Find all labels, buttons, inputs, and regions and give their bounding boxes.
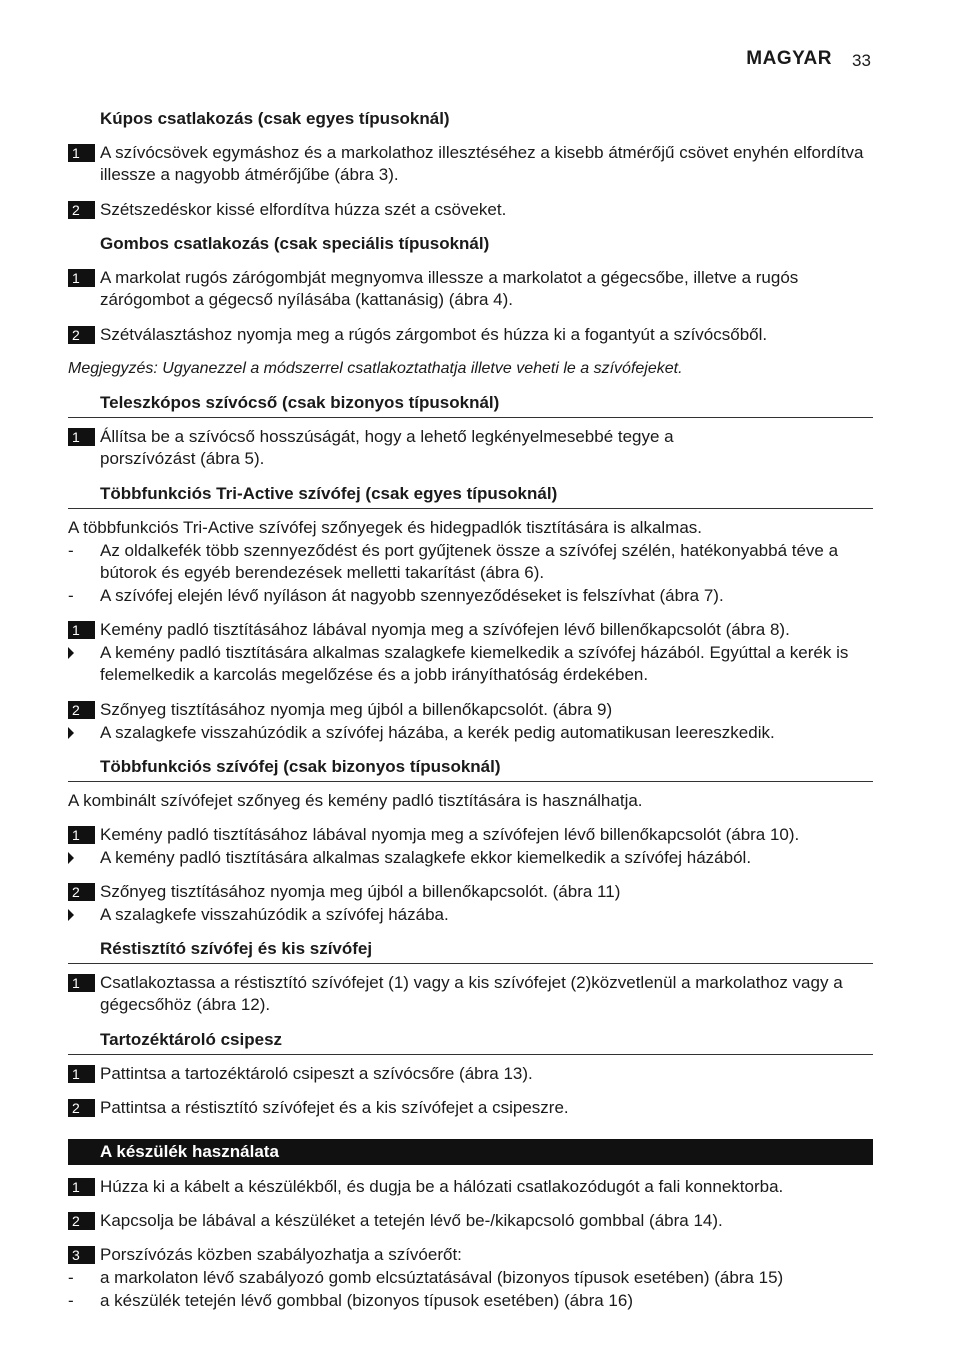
step-item bbox=[68, 1176, 873, 1198]
section-title bbox=[68, 1139, 873, 1165]
step-text: Pattintsa a réstisztító szívófejet és a kis szívófejet a csipeszre. bbox=[100, 1098, 569, 1117]
section-heading: Teleszkópos szívócső (csak bizonyos típusoknál) bbox=[68, 392, 873, 418]
step-number: 1 bbox=[68, 826, 95, 844]
result-text: A kemény padló tisztítására alkalmas szalagkefe ekkor kiemelkedik a szívófej házából. bbox=[100, 848, 752, 867]
step-item bbox=[68, 324, 873, 346]
section-title bbox=[68, 1029, 873, 1055]
step-item bbox=[68, 881, 873, 903]
result-arrow-icon bbox=[68, 647, 74, 659]
dash-item bbox=[68, 1267, 873, 1289]
dash-mark: - bbox=[68, 1268, 74, 1287]
step-item bbox=[68, 1244, 873, 1266]
step-number: 1 bbox=[68, 269, 95, 287]
step-text: Szétválasztáshoz nyomja meg a rúgós zárgombot és húzza ki a fogantyút a szívócsőből. bbox=[100, 325, 768, 344]
result-item bbox=[68, 642, 873, 686]
dash-item bbox=[68, 540, 873, 584]
result-item bbox=[68, 722, 873, 744]
language-header: MAGYAR bbox=[746, 48, 832, 69]
step-item bbox=[68, 972, 873, 1016]
section-title bbox=[68, 392, 873, 418]
section-heading: Réstisztító szívófej és kis szívófej bbox=[68, 938, 873, 964]
step-item bbox=[68, 142, 873, 186]
step-text: Pattintsa a tartozéktároló csipeszt a szívócsőre (ábra 13). bbox=[100, 1064, 533, 1083]
step-number: 2 bbox=[68, 701, 95, 719]
step-text: Húzza ki a kábelt a készülékből, és dugja be a hálózati csatlakozódugót a fali konnektorba. bbox=[100, 1177, 784, 1196]
result-item bbox=[68, 847, 873, 869]
step-item bbox=[68, 426, 873, 470]
result-text: A szalagkefe visszahúzódik a szívófej házába. bbox=[100, 905, 449, 924]
result-text: A kemény padló tisztítására alkalmas szalagkefe kiemelkedik a szívófej házából. Egyúttal a kerék is felemelkedik a karcolás megelőzése és a jobb irányíthatóság érdekében. bbox=[100, 643, 849, 684]
section-title bbox=[68, 108, 873, 130]
step-text: Szétszedéskor kissé elfordítva húzza szét a csöveket. bbox=[100, 200, 507, 219]
step-number: 1 bbox=[68, 621, 95, 639]
step-item bbox=[68, 824, 873, 846]
step-text: Csatlakoztassa a réstisztító szívófejet (1) vagy a kis szívófejet (2)közvetlenül a markolathoz vagy a gégecsőhöz (ábra 12). bbox=[100, 973, 843, 1014]
step-item bbox=[68, 1097, 873, 1119]
step-text: A markolat rugós zárógombját megnyomva illessze a markolatot a gégecsőbe, illetve a rugós zárógombot a gégecső nyílásába (kattanásig) (ábra 4). bbox=[100, 268, 799, 309]
chapter-heading: A készülék használata bbox=[68, 1139, 873, 1165]
step-item bbox=[68, 699, 873, 721]
section-title bbox=[68, 938, 873, 964]
step-text: A szívócsövek egymáshoz és a markolathoz illesztéséhez a kisebb átmérőjű csövet enyhén elfordítva illessze a nagyobb átmérőjűbe (ábra 3). bbox=[100, 143, 864, 184]
intro-text: A többfunkciós Tri-Active szívófej szőnyegek és hidegpadlók tisztítására is alkalmas. bbox=[68, 518, 703, 537]
section-title bbox=[68, 756, 873, 782]
section-heading: Gombos csatlakozás (csak speciális típusoknál) bbox=[100, 234, 490, 253]
dash-item bbox=[68, 585, 873, 607]
result-arrow-icon bbox=[68, 909, 74, 921]
step-text: Porszívózás közben szabályozhatja a szívóerőt: bbox=[100, 1245, 462, 1264]
step-number: 2 bbox=[68, 326, 95, 344]
step-number: 2 bbox=[68, 201, 95, 219]
dash-text: Az oldalkefék több szennyeződést és port gyűjtenek össze a szívófej szélén, hatékonyabbá téve a bútorok és egyéb berendezések melletti takarítást (ábra 6). bbox=[100, 541, 839, 582]
step-number: 1 bbox=[68, 428, 95, 446]
step-number: 1 bbox=[68, 1178, 95, 1196]
step-item bbox=[68, 1210, 873, 1232]
section-heading: Kúpos csatlakozás (csak egyes típusoknál) bbox=[100, 109, 450, 128]
step-text: Kapcsolja be lábával a készüléket a tetején lévő be-/kikapcsoló gombbal (ábra 14). bbox=[100, 1211, 723, 1230]
step-number: 2 bbox=[68, 883, 95, 901]
intro-text: A kombinált szívófejet szőnyeg és kemény padló tisztítására is használhatja. bbox=[68, 791, 643, 810]
note-text: Megjegyzés: Ugyanezzel a módszerrel csatlakoztathatja illetve veheti le a szívófejeket. bbox=[68, 360, 683, 377]
step-text: Szőnyeg tisztításához nyomja meg újból a billenőkapcsolót. (ábra 9) bbox=[100, 700, 613, 719]
step-item bbox=[68, 1063, 873, 1085]
result-arrow-icon bbox=[68, 852, 74, 864]
step-number: 3 bbox=[68, 1246, 95, 1264]
step-text: Állítsa be a szívócső hosszúságát, hogy a lehető legkényelmesebbé tegye a porszívózást (ábra 5). bbox=[100, 427, 674, 468]
step-number: 2 bbox=[68, 1212, 95, 1230]
step-text: Szőnyeg tisztításához nyomja meg újból a billenőkapcsolót. (ábra 11) bbox=[100, 882, 621, 901]
dash-text: a markolaton lévő szabályozó gomb elcsúztatásával (bizonyos típusok esetében) (ábra 15) bbox=[100, 1268, 784, 1287]
step-item bbox=[68, 199, 873, 221]
step-text: Kemény padló tisztításához lábával nyomja meg a szívófejen lévő billenőkapcsolót (ábra 8). bbox=[100, 620, 790, 639]
step-item bbox=[68, 619, 873, 641]
dash-mark: - bbox=[68, 586, 74, 605]
step-number: 1 bbox=[68, 1065, 95, 1083]
section-title bbox=[68, 233, 873, 255]
step-number: 2 bbox=[68, 1099, 95, 1117]
section-title bbox=[68, 483, 873, 509]
result-item bbox=[68, 904, 873, 926]
step-number: 1 bbox=[68, 144, 95, 162]
step-text: Kemény padló tisztításához lábával nyomja meg a szívófejen lévő billenőkapcsolót (ábra 10). bbox=[100, 825, 800, 844]
section-heading: Többfunkciós Tri-Active szívófej (csak egyes típusoknál) bbox=[68, 483, 873, 509]
dash-mark: - bbox=[68, 541, 74, 560]
dash-text: A szívófej elején lévő nyíláson át nagyobb szennyeződéseket is felszívhat (ábra 7). bbox=[100, 586, 724, 605]
result-text: A szalagkefe visszahúzódik a szívófej házába, a kerék pedig automatikusan leereszkedik. bbox=[100, 723, 775, 742]
step-number: 1 bbox=[68, 974, 95, 992]
page-number: 33 bbox=[852, 51, 871, 70]
dash-text: a készülék tetején lévő gombbal (bizonyos típusok esetében) (ábra 16) bbox=[100, 1291, 633, 1310]
section-heading: Tartozéktároló csipesz bbox=[68, 1029, 873, 1055]
result-arrow-icon bbox=[68, 727, 74, 739]
step-item bbox=[68, 267, 873, 311]
dash-item bbox=[68, 1290, 873, 1312]
dash-mark: - bbox=[68, 1291, 74, 1310]
section-heading: Többfunkciós szívófej (csak bizonyos típusoknál) bbox=[68, 756, 873, 782]
